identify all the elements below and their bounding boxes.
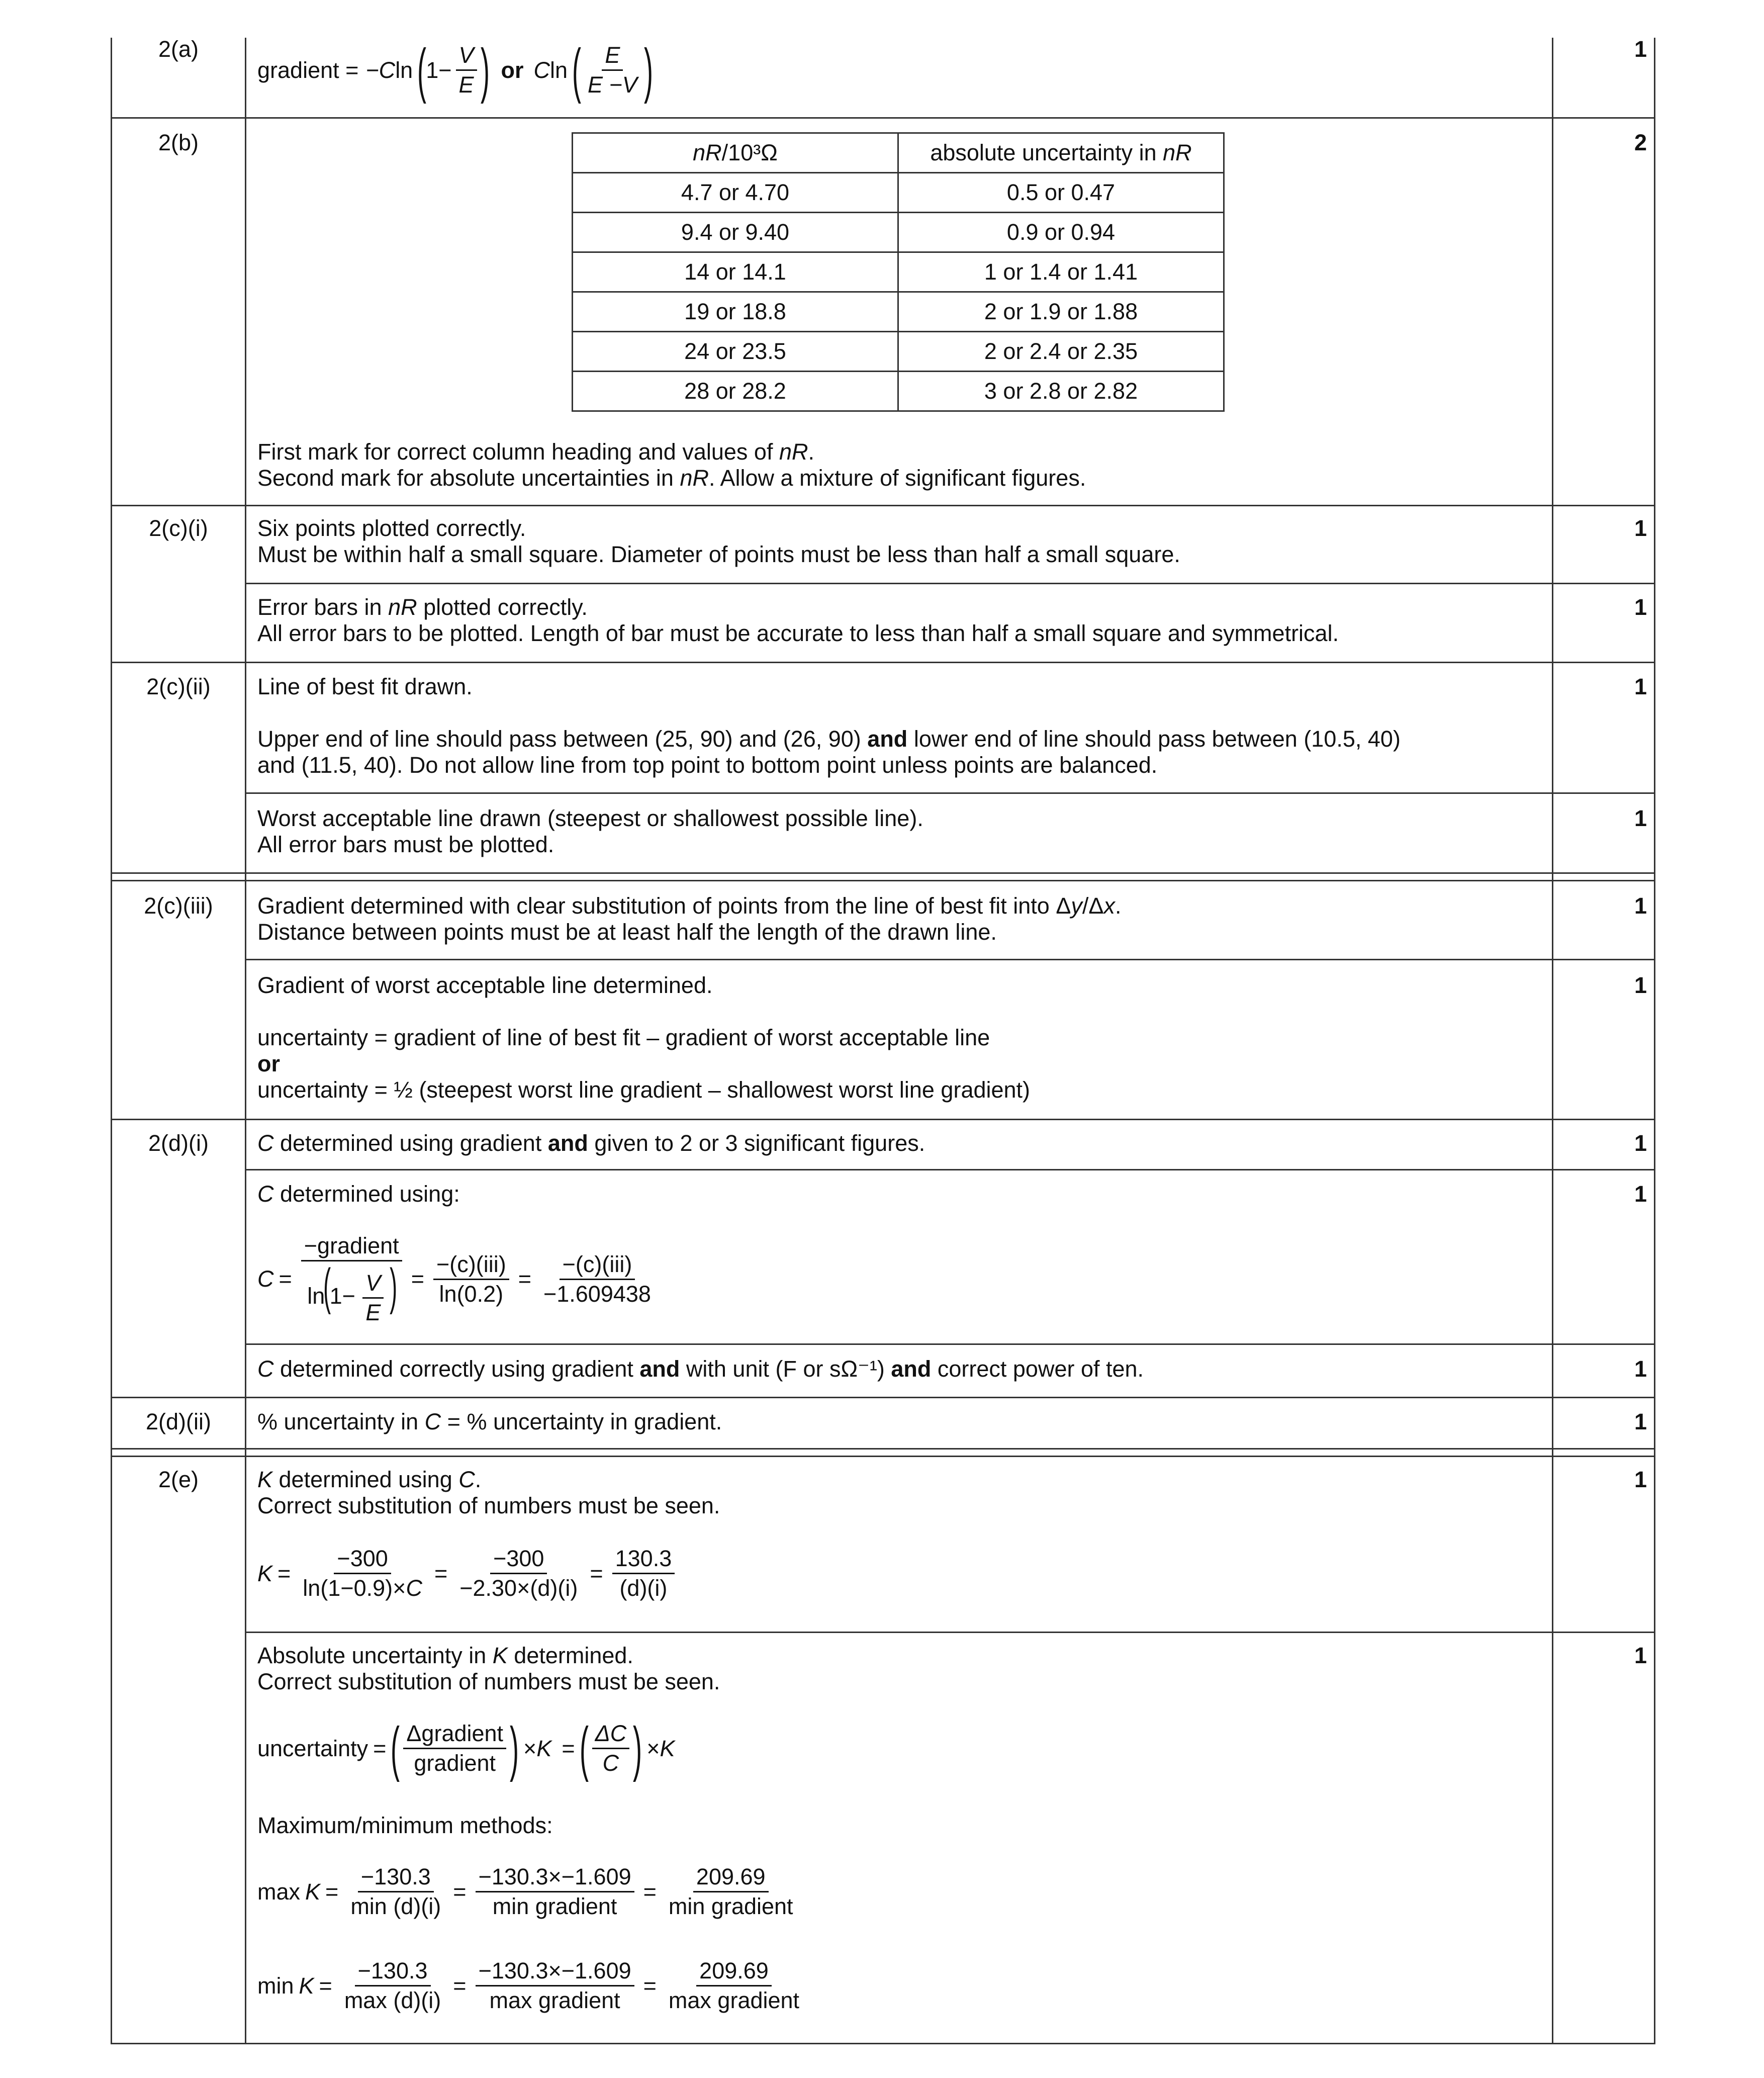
fraction-numerator: −(c)(iii)	[433, 1250, 509, 1280]
equation-c	[257, 1232, 1544, 1327]
equation-gradient: gradient = −Cln ( 1− $\frac{V}{E}$ ) or Cln ( $\frac{E}{E -V}$ )	[257, 36, 653, 104]
fraction-denominator: E −V	[587, 72, 637, 98]
marks-value: 1	[1634, 1130, 1647, 1156]
eq-text: C	[257, 1266, 274, 1292]
eq-text: ln	[549, 57, 568, 83]
fraction	[666, 1957, 802, 2015]
table-cell: 3 or 2.8 or 2.82	[898, 372, 1224, 411]
marks-value: 1	[1634, 515, 1647, 541]
row-divider	[111, 1456, 1655, 1457]
eq-text: gradient =	[257, 57, 359, 83]
table-border-left	[111, 38, 112, 2043]
equation-uncertainty: uncertainty = ( $\frac{\text{Δgradient}}{\text{gradient}}$ ) ×K = ( $\frac{\Delta C}{C}$ ) ×K	[257, 1714, 675, 1782]
eq-text: −C	[365, 57, 396, 83]
row-divider	[111, 872, 1655, 874]
marking-point: Gradient determined with clear substitution of points from the line of best fit into Δy/Δx. Distance between points must be at least half the length of the drawn line.	[257, 893, 1122, 945]
question-label: 2(d)(ii)	[146, 1409, 211, 1434]
fraction-numerator: 130.3	[612, 1545, 675, 1574]
marking-point: Error bars in nR plotted correctly. All error bars to be plotted. Length of bar must be accurate to less than half a small square and symmetrical.	[257, 594, 1339, 646]
marking-point: K determined using C. Correct substitution of numbers must be seen.	[257, 1467, 720, 1518]
fraction-denominator: gradient	[414, 1750, 496, 1776]
marking-point: % uncertainty in C = % uncertainty in gradient.	[257, 1409, 722, 1434]
table-divider-marks	[1552, 38, 1553, 2043]
table-header-row	[573, 133, 1224, 173]
marks-value: 1	[1634, 1467, 1647, 1492]
marking-point: C determined using gradient and given to 2 or 3 significant figures.	[257, 1130, 925, 1156]
marks-value: 1	[1634, 594, 1647, 620]
table-cell: 2 or 1.9 or 1.88	[898, 292, 1224, 332]
marks-value: 1	[1634, 1356, 1647, 1382]
fraction	[433, 1250, 509, 1308]
row-divider	[111, 505, 1655, 506]
eq-text: C	[533, 57, 550, 83]
eq-text: K	[257, 1560, 273, 1586]
fraction-denominator: min gradient	[668, 1893, 793, 1919]
marking-point: Gradient of worst acceptable line determined. uncertainty = gradient of line of best fit – gradient of worst acceptable line or uncertainty = ½ (steepest worst line gradient – shallowest worst line gradient)	[257, 972, 1031, 1103]
marking-point: Line of best fit drawn. Upper end of line should pass between (25, 90) and (26, 90) and lower end of line should pass between (10.5, 40) and (11.5, 40). Do not allow line from top point to bottom point unless points are balanced.	[257, 674, 1401, 778]
table-cell: 2 or 2.4 or 2.35	[898, 332, 1224, 372]
marks-value: 1	[1634, 674, 1647, 699]
question-label: 2(c)(iii)	[144, 893, 213, 919]
table-header: nR/10³Ω	[573, 133, 898, 173]
eq-text: =	[278, 1266, 292, 1292]
marks-value: 1	[1634, 1409, 1647, 1434]
fraction	[301, 1232, 402, 1327]
table-row	[573, 252, 1224, 292]
fraction-denominator: −2.30×(d)(i)	[459, 1575, 578, 1601]
table-border-right	[1654, 38, 1655, 2043]
fraction	[540, 1250, 654, 1308]
marking-point: C determined using:	[257, 1181, 460, 1207]
fraction-numerator: −300	[490, 1545, 547, 1574]
question-label: 2(a)	[158, 36, 199, 62]
fraction-numerator: Δgradient	[403, 1720, 506, 1749]
fraction-numerator: −130.3	[355, 1957, 431, 1986]
table-cell: 9.4 or 9.40	[573, 213, 898, 252]
question-label: 2(d)(i)	[148, 1130, 209, 1156]
marking-note: Maximum/minimum methods:	[257, 1813, 553, 1838]
fraction	[300, 1545, 425, 1602]
fraction-numerator: 209.69	[693, 1863, 769, 1892]
marks-value: 1	[1634, 36, 1647, 62]
eq-text: 1−	[426, 57, 452, 83]
table-row	[573, 213, 1224, 252]
fraction-numerator: −(c)(iii)	[560, 1250, 635, 1280]
fraction	[476, 1957, 634, 2015]
marks-value: 1	[1634, 893, 1647, 919]
eq-text: max K	[257, 1878, 321, 1905]
question-label: 2(c)(i)	[149, 515, 208, 541]
table-cell: 4.7 or 4.70	[573, 173, 898, 213]
table-cell: 0.9 or 0.94	[898, 213, 1224, 252]
table-cell: 19 or 18.8	[573, 292, 898, 332]
eq-text: =	[411, 1266, 424, 1292]
table-cell: 0.5 or 0.47	[898, 173, 1224, 213]
fraction-denominator: min gradient	[492, 1893, 617, 1919]
subrow-divider	[245, 1632, 1655, 1633]
marking-point: Absolute uncertainty in K determined. Correct substitution of numbers must be seen.	[257, 1643, 720, 1694]
row-divider	[111, 2043, 1655, 2044]
fraction	[612, 1545, 675, 1602]
subrow-divider	[245, 1343, 1655, 1345]
eq-text: min K	[257, 1972, 314, 1999]
eq-text: or	[501, 57, 524, 83]
table-cell: 28 or 28.2	[573, 372, 898, 411]
marks-value: 1	[1634, 805, 1647, 831]
marks-value: 2	[1634, 130, 1647, 155]
eq-text: ln	[395, 57, 413, 83]
subrow-divider	[245, 959, 1655, 960]
fraction-denominator: −1.609438	[543, 1281, 651, 1307]
fraction-denominator: max (d)(i)	[344, 1987, 441, 2013]
equation-max-k: max K = $\frac{-130.3}{\min (d)(i)}$ = $\frac{-130.3\times-1.609}{\text{min gradient}}$ = $\frac{209.69}{\text{min gradient}}$	[257, 1863, 1544, 1921]
fraction	[456, 1545, 581, 1602]
fraction-numerator: E	[602, 41, 623, 71]
fraction-numerator: V	[456, 41, 477, 71]
fraction	[476, 1863, 634, 1921]
fraction-numerator: −300	[334, 1545, 391, 1574]
question-label: 2(b)	[158, 130, 199, 155]
row-divider	[111, 1119, 1655, 1120]
fraction-denominator: (d)(i)	[619, 1575, 668, 1601]
table-row	[573, 292, 1224, 332]
fraction	[585, 41, 640, 99]
marking-note: First mark for correct column heading and values of nR. Second mark for absolute uncertainties in nR. Allow a mixture of significant figures.	[257, 439, 1086, 491]
fraction-denominator: C	[602, 1750, 619, 1776]
marking-point: Six points plotted correctly. Must be within half a small square. Diameter of points must be less than half a small square.	[257, 515, 1180, 567]
marks-value: 1	[1634, 1643, 1647, 1668]
fraction-numerator: 209.69	[696, 1957, 772, 1986]
marks-value: 1	[1634, 1181, 1647, 1207]
fraction-denominator: ln(1−0.9)×C	[303, 1575, 422, 1601]
fraction-denominator: min (d)(i)	[350, 1893, 441, 1919]
fraction-denominator: ln(1− $\frac{V}{E}$ )	[307, 1258, 398, 1325]
fraction-denominator: max gradient	[668, 1987, 800, 2013]
fraction-numerator: −130.3×−1.609	[476, 1863, 634, 1892]
equation-k: K = $\frac{-300}{\ln(1-0.9)\times C}$ = $\frac{-300}{-2.30\times(d)(i)}$ = $\frac{130.3}{(d)(i)}$	[257, 1545, 1544, 1602]
row-divider	[111, 1448, 1655, 1450]
table-header: absolute uncertainty in nR	[898, 133, 1224, 173]
fraction	[666, 1863, 796, 1921]
marks-value: 1	[1634, 972, 1647, 998]
question-label: 2(c)(ii)	[146, 674, 211, 699]
table-cell: 1 or 1.4 or 1.41	[898, 252, 1224, 292]
table-row	[573, 372, 1224, 411]
equation-min-k: min K = $\frac{-130.3}{\max (d)(i)}$ = $\frac{-130.3\times-1.609}{\text{max gradient}}$ = $\frac{209.69}{\text{max gradient}}$	[257, 1957, 1544, 2015]
marking-point: Worst acceptable line drawn (steepest or shallowest possible line). All error bars must be plotted.	[257, 805, 923, 857]
eq-text: =	[518, 1266, 531, 1292]
fraction	[403, 1720, 506, 1777]
marking-point: C determined correctly using gradient and with unit (F or sΩ⁻¹) and correct power of ten.	[257, 1356, 1144, 1382]
subrow-divider	[245, 1169, 1655, 1170]
question-label: 2(e)	[158, 1467, 199, 1492]
subrow-divider	[245, 792, 1655, 794]
eq-text: uncertainty	[257, 1735, 368, 1761]
fraction-numerator: ΔC	[592, 1720, 630, 1749]
fraction	[592, 1720, 630, 1777]
fraction-denominator: ln(0.2)	[439, 1281, 504, 1307]
fraction-denominator: max gradient	[489, 1987, 620, 2013]
row-divider	[111, 880, 1655, 881]
row-divider	[111, 117, 1655, 119]
subrow-divider	[245, 583, 1655, 584]
fraction	[456, 41, 477, 99]
row-divider	[111, 1397, 1655, 1398]
table-row	[573, 332, 1224, 372]
row-divider	[111, 662, 1655, 663]
fraction-denominator: E	[458, 72, 474, 98]
table-divider-question	[245, 38, 246, 2043]
table-cell: 24 or 23.5	[573, 332, 898, 372]
fraction	[347, 1863, 444, 1921]
fraction-numerator: −130.3×−1.609	[476, 1957, 634, 1986]
table-row	[573, 173, 1224, 213]
table-cell: 14 or 14.1	[573, 252, 898, 292]
fraction-numerator: −gradient	[301, 1232, 402, 1261]
uncertainty-table	[572, 132, 1225, 412]
fraction	[341, 1957, 444, 2015]
fraction-numerator: −130.3	[358, 1863, 434, 1892]
